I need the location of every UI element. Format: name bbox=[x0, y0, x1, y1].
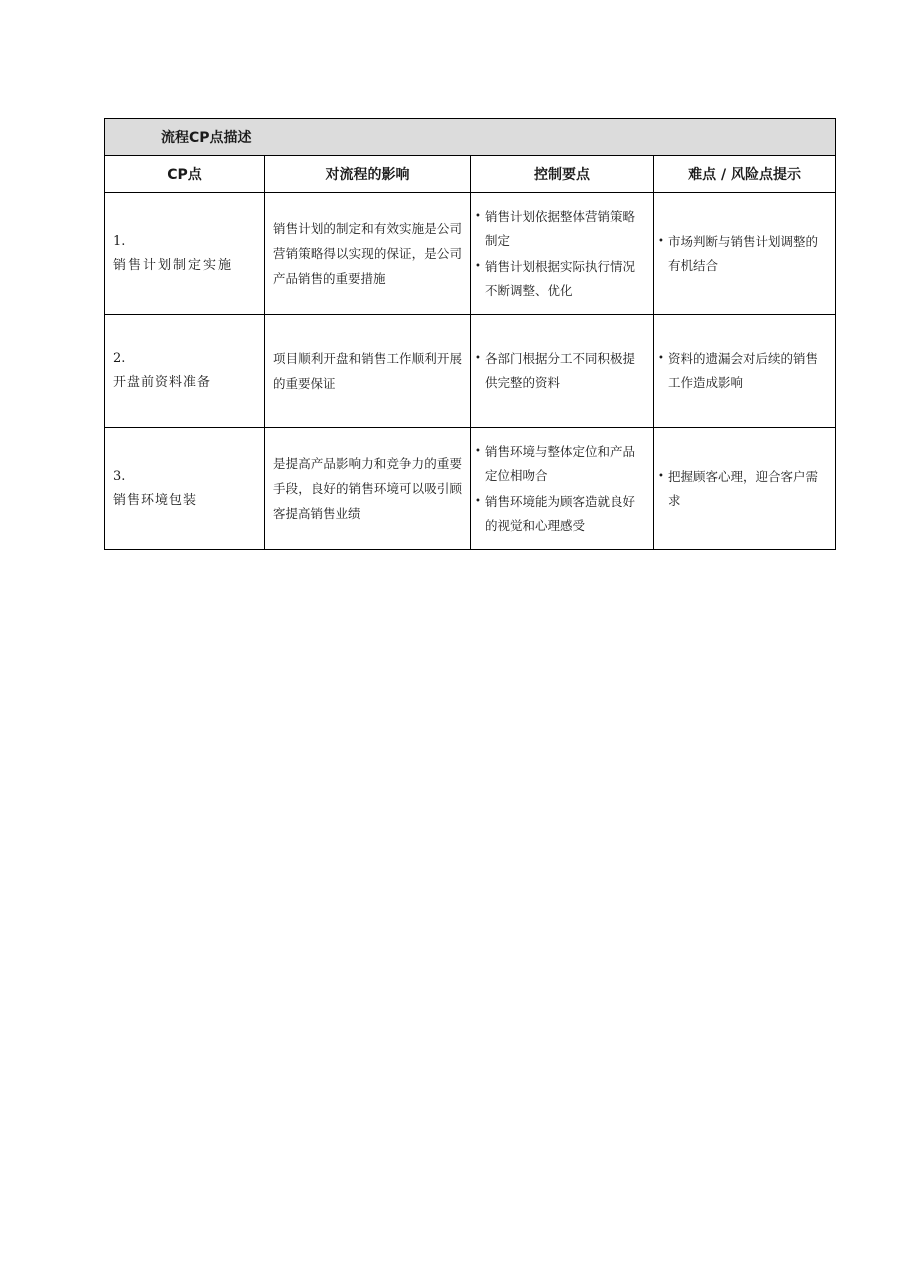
cp-number: 3. bbox=[113, 468, 126, 484]
impact-cell: 项目顺利开盘和销售工作顺利开展的重要保证 bbox=[265, 315, 471, 428]
header-impact: 对流程的影响 bbox=[265, 156, 471, 193]
impact-cell: 是提高产品影响力和竞争力的重要手段，良好的销售环境可以吸引顾客提高销售业绩 bbox=[265, 428, 471, 550]
bullet-icon: • bbox=[475, 210, 481, 222]
cp-table bbox=[104, 118, 836, 550]
cp-name: 销售环境包装 bbox=[113, 492, 198, 508]
list-item: • 销售计划根据实际执行情况不断调整、优化 bbox=[475, 255, 645, 303]
cp-name: 销售计划制定实施 bbox=[113, 257, 234, 273]
cp-name: 开盘前资料准备 bbox=[113, 375, 212, 390]
controls-cell bbox=[471, 315, 654, 428]
table-row bbox=[105, 315, 836, 428]
bullet-icon: • bbox=[658, 353, 664, 364]
risks-cell bbox=[654, 315, 836, 428]
risks-cell bbox=[654, 193, 836, 315]
table-title-row bbox=[105, 119, 836, 156]
cp-number: 1. bbox=[113, 233, 126, 249]
list-item: • 销售计划依据整体营销策略制定 bbox=[475, 205, 645, 253]
table-header-row bbox=[105, 156, 836, 193]
list-item: • 市场判断与销售计划调整的有机结合 bbox=[658, 230, 827, 278]
table-row bbox=[105, 428, 836, 550]
bullet-icon: • bbox=[658, 235, 664, 247]
cp-cell bbox=[105, 315, 265, 428]
cp-cell bbox=[105, 193, 265, 315]
bullet-icon: • bbox=[658, 470, 664, 482]
list-item: • 资料的遗漏会对后续的销售工作造成影响 bbox=[658, 347, 827, 395]
impact-cell: 销售计划的制定和有效实施是公司营销策略得以实现的保证，是公司产品销售的重要措施 bbox=[265, 193, 471, 315]
list-item: • 把握顾客心理，迎合客户需求 bbox=[658, 465, 827, 513]
header-controls: 控制要点 bbox=[471, 156, 654, 193]
bullet-icon: • bbox=[475, 495, 481, 507]
bullet-icon: • bbox=[475, 353, 481, 364]
header-cp: CP点 bbox=[105, 156, 265, 193]
table-title: 流程CP点描述 bbox=[105, 119, 836, 156]
list-item: • 销售环境能为顾客造就良好的视觉和心理感受 bbox=[475, 490, 645, 538]
list-item: • 各部门根据分工不同积极提供完整的资料 bbox=[475, 347, 645, 395]
risks-cell bbox=[654, 428, 836, 550]
bullet-icon: • bbox=[475, 445, 481, 457]
controls-cell bbox=[471, 193, 654, 315]
list-item: • 销售环境与整体定位和产品定位相吻合 bbox=[475, 440, 645, 488]
header-risks: 难点 / 风险点提示 bbox=[654, 156, 836, 193]
cp-number: 2. bbox=[113, 351, 126, 366]
bullet-icon: • bbox=[475, 260, 481, 272]
table-row bbox=[105, 193, 836, 315]
cp-cell bbox=[105, 428, 265, 550]
controls-cell bbox=[471, 428, 654, 550]
